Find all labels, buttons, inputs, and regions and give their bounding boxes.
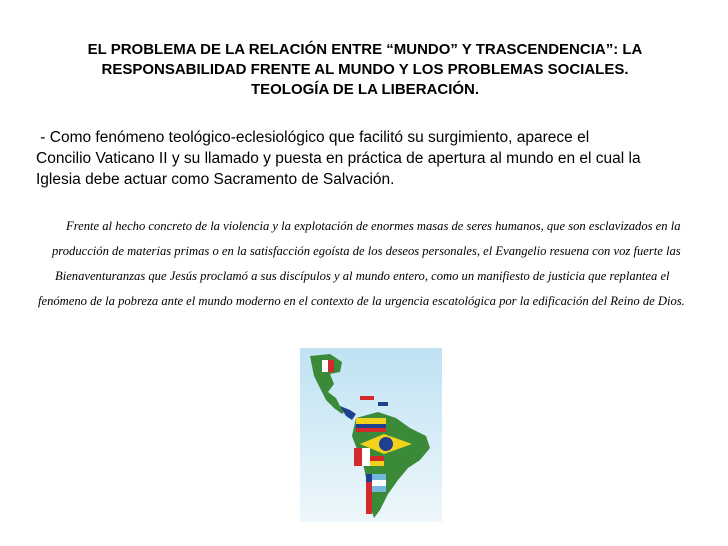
bolivia-flag-red bbox=[370, 456, 384, 461]
bolivia-flag-yellow bbox=[370, 461, 384, 466]
colombia-flag-blue bbox=[356, 424, 386, 428]
quote-line-4: fenómeno de la pobreza ante el mundo moderno en el contexto de la urgencia escatológica por la edificación del Reino de Dios. bbox=[38, 294, 685, 308]
caribbean-island bbox=[378, 402, 388, 406]
quote-line-2: producción de materias primas o en la satisfacción egoísta de los deseos personales, el Evangelio resuena con voz fuerte las bbox=[52, 244, 681, 258]
colombia-flag-red bbox=[356, 428, 386, 432]
paragraph-line-2: Concilio Vaticano II y su llamado y puesta en práctica de apertura al mundo en el cual la bbox=[36, 150, 641, 167]
paragraph-line-3: Iglesia debe actuar como Sacramento de Salvación. bbox=[36, 171, 395, 188]
latin-america-flags-map-icon bbox=[300, 348, 442, 522]
argentina-flag-white bbox=[372, 480, 386, 486]
brazil-globe bbox=[379, 437, 393, 451]
intro-paragraph bbox=[36, 127, 692, 190]
caribbean-island bbox=[360, 396, 374, 400]
peru-flag-red bbox=[354, 448, 362, 466]
mexico-flag-red bbox=[328, 360, 334, 372]
quote-paragraph bbox=[34, 214, 694, 314]
title-line-1: EL PROBLEMA DE LA RELACIÓN ENTRE “MUNDO” Y TRASCENDENCIA”: LA bbox=[87, 41, 643, 58]
quote-line-1: Frente al hecho concreto de la violencia y la explotación de enormes masas de seres humanos, que son esclavizados en la bbox=[66, 219, 681, 233]
title-line-3: TEOLOGÍA DE LA LIBERACIÓN. bbox=[250, 81, 480, 98]
slide-title bbox=[40, 40, 690, 100]
title-line-2: RESPONSABILIDAD FRENTE AL MUNDO Y LOS PROBLEMAS SOCIALES. bbox=[101, 61, 629, 78]
peru-flag-white bbox=[362, 448, 370, 466]
chile-flag-blue bbox=[366, 474, 372, 482]
paragraph-line-1: - Como fenómeno teológico-eclesiológico que facilitó su surgimiento, aparece el bbox=[36, 129, 590, 146]
mexico-flag-white bbox=[322, 360, 328, 372]
argentina-flag-blue bbox=[372, 486, 386, 492]
mexico-flag-green bbox=[316, 360, 322, 372]
quote-line-3: Bienaventuranzas que Jesús proclamó a sus discípulos y al mundo entero, como un manifiesto de justicia que replantea el bbox=[55, 269, 670, 283]
argentina-flag-blue bbox=[372, 474, 386, 480]
map-illustration bbox=[300, 348, 442, 522]
bolivia-flag-green bbox=[370, 466, 384, 471]
colombia-flag-yellow bbox=[356, 418, 386, 424]
